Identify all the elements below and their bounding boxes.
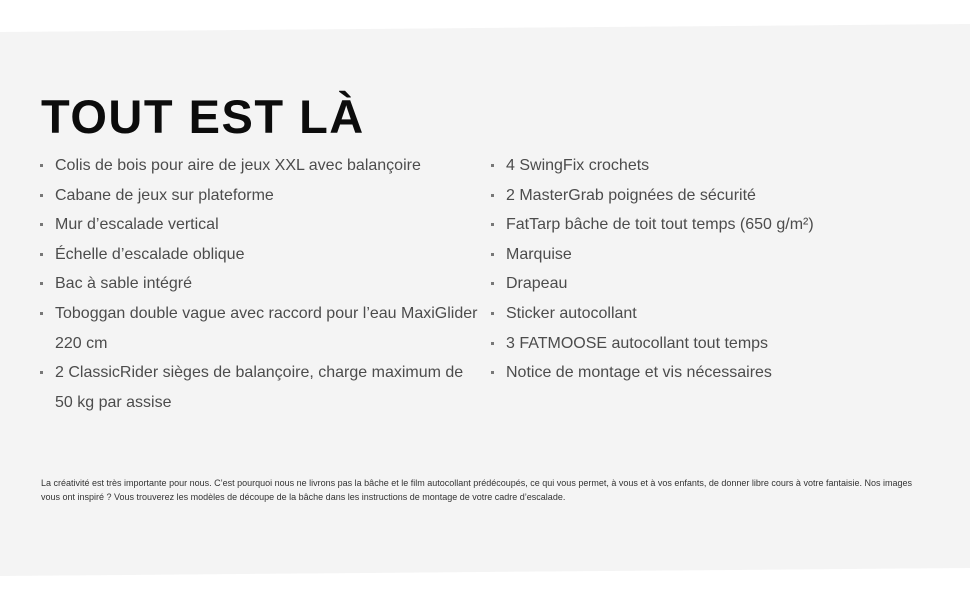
list-item (40, 210, 485, 240)
bullet-icon (491, 194, 494, 197)
contents-list-left (40, 151, 485, 417)
list-item (491, 269, 931, 299)
list-item-text: Notice de montage et vis nécessaires (506, 364, 772, 382)
list-item (40, 269, 485, 299)
list-item (40, 299, 485, 358)
bullet-icon (40, 312, 43, 315)
list-item-text: 2 MasterGrab poignées de sécurité (506, 186, 756, 204)
bullet-icon (40, 253, 43, 256)
list-item-text: Drapeau (506, 275, 568, 293)
list-item-text: Sticker autocollant (506, 304, 637, 322)
list-item (491, 210, 931, 240)
bullet-icon (40, 194, 43, 197)
bullet-icon (491, 223, 494, 226)
list-item (40, 181, 485, 211)
bullet-icon (40, 282, 43, 285)
list-item-text: Échelle d’escalade oblique (55, 245, 245, 263)
list-item (491, 240, 931, 270)
list-item (491, 358, 931, 388)
list-item (40, 358, 485, 417)
footnote-text: est très importante pour nous. C’est pourquoi nous ne livrons pas la bâche et le film autocollant prédécoupés, ce qui vous permet, à vous et à vos enfants, de donner libre cours à votre fantaisie. Nos images vous ont inspiré ? Vous trouverez les modèles de découpe de la bâche dans les instructions de montage de votre cadre d’escalade. (41, 478, 912, 502)
list-item-text: Bac à sable intégré (55, 275, 192, 293)
list-item (491, 299, 931, 329)
list-item-text: 3 FATMOOSE autocollant tout temps (506, 334, 769, 352)
bullet-icon (491, 164, 494, 167)
list-item-text: Cabane de jeux sur plateforme (55, 186, 274, 204)
footnote (41, 476, 931, 504)
bullet-icon (491, 253, 494, 256)
bullet-icon (491, 371, 494, 374)
list-item (491, 151, 931, 181)
bullet-icon (40, 223, 43, 226)
list-item-text: Colis de bois pour aire de jeux XXL avec balançoire (55, 157, 421, 174)
list-item-text: 2 ClassicRider sièges de balançoire, charge maximum de 50 kg par assise (55, 364, 464, 411)
list-item-text: Marquise (506, 245, 572, 263)
bullet-icon (491, 342, 494, 345)
page-title: TOUT EST LÀ (41, 90, 365, 143)
list-item (40, 151, 485, 181)
list-item-text: Mur d’escalade vertical (55, 216, 219, 234)
bullet-icon (491, 282, 494, 285)
bullet-icon (491, 312, 494, 315)
bullet-icon (40, 371, 43, 374)
list-item (40, 240, 485, 270)
list-item-text: FatTarp bâche de toit tout temps (650 g/m²) (506, 216, 814, 234)
list-item-text: 4 SwingFix crochets (506, 157, 650, 174)
list-item-text: Toboggan double vague avec raccord pour l’eau MaxiGlider 220 cm (55, 304, 478, 352)
list-item (491, 329, 931, 359)
contents-list-right (491, 151, 931, 388)
footnote-lead: La créativité (41, 478, 90, 488)
bullet-icon (40, 164, 43, 167)
list-item (491, 181, 931, 211)
